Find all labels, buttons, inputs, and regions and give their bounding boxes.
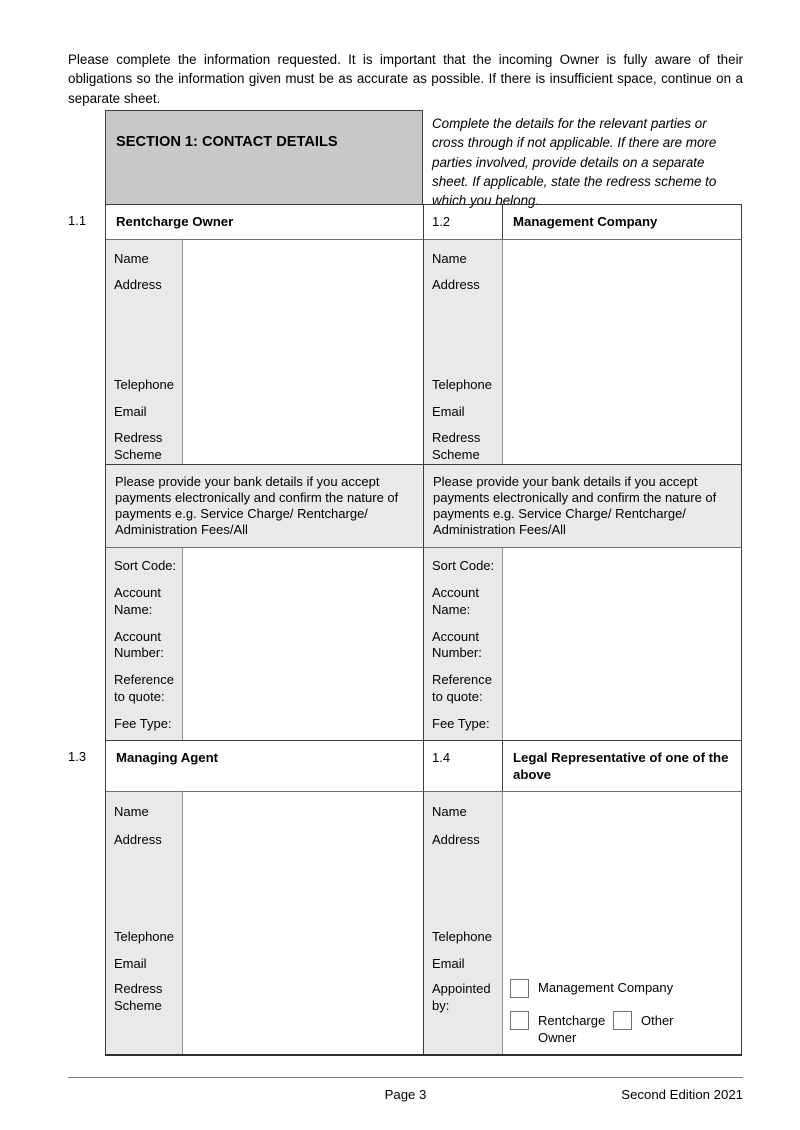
contact-details-row-1: [105, 239, 742, 464]
other-checkbox[interactable]: [613, 1011, 632, 1030]
fee-type-label: Fee Type:: [114, 715, 172, 731]
management-company-checkbox[interactable]: [510, 979, 529, 998]
reference-to-quote-label: Reference to quote:: [432, 672, 492, 704]
intro-text: Please complete the information requested. It is important that the incoming Owner is fully aware of their obligations so the information given must be as accurate as possible. If there is insufficient space, continue on a separate sheet.: [68, 52, 743, 106]
titles-row-2: [105, 740, 742, 791]
section-title: SECTION 1: CONTACT DETAILS: [105, 110, 423, 204]
email-label: Email: [114, 403, 147, 419]
reference-to-quote-label: Reference to quote:: [114, 672, 174, 704]
managing-agent-details-input[interactable]: [182, 791, 423, 1054]
account-name-label: Account Name:: [114, 585, 161, 617]
telephone-label: Telephone: [114, 929, 174, 944]
owner-field-labels: [105, 239, 182, 464]
address-label: Address: [114, 276, 162, 292]
sort-code-label: Sort Code:: [114, 558, 177, 573]
telephone-label: Telephone: [114, 377, 174, 392]
telephone-label: Telephone: [432, 929, 492, 944]
item-number-1-3: 1.3: [68, 749, 87, 764]
managing-agent-field-labels: [105, 791, 182, 1054]
section-header-row: [105, 110, 742, 209]
appointed-by-option-row: [510, 979, 741, 998]
number-cell-1-2: 1.2: [423, 204, 502, 239]
address-label: Address: [114, 831, 162, 847]
management-company-option-label: Management Company: [538, 980, 674, 996]
rentcharge-owner-checkbox[interactable]: [510, 1011, 529, 1030]
sort-code-label: Sort Code:: [432, 558, 495, 573]
contact-details-row-2: [105, 791, 742, 1056]
redress-scheme-label: Redress Scheme: [432, 430, 481, 462]
management-company-bank-note: Please provide your bank details if you accept payments electronically and confirm the nature of payments e.g. Service Charge/ Rentcharge/ Administration Fees/All: [423, 464, 742, 547]
page-number: Page 3: [384, 1087, 427, 1102]
email-label: Email: [432, 955, 465, 971]
appointed-by-option-row: [510, 1011, 741, 1046]
email-label: Email: [114, 955, 147, 971]
legal-representative-field-labels: [423, 791, 502, 1054]
owner-bank-details-input[interactable]: [182, 547, 423, 740]
title-managing-agent: Managing Agent: [105, 740, 423, 791]
item-number-1-1: 1.1: [68, 213, 87, 228]
telephone-label: Telephone: [432, 377, 492, 392]
account-number-label: Account Number:: [114, 628, 164, 660]
name-label: Name: [114, 251, 149, 266]
redress-scheme-label: Redress Scheme: [114, 430, 163, 462]
rentcharge-owner-option-label: Rentcharge Owner: [538, 1013, 606, 1045]
redress-scheme-label: Redress Scheme: [114, 981, 163, 1013]
bank-note-row: [105, 464, 742, 547]
owner-bank-note: Please provide your bank details if you accept payments electronically and confirm the nature of payments e.g. Service Charge/ Rentcharge/ Administration Fees/All: [105, 464, 423, 547]
account-name-label: Account Name:: [432, 585, 479, 617]
account-number-label: Account Number:: [432, 628, 482, 660]
name-label: Name: [114, 804, 149, 819]
management-company-field-labels: [423, 239, 502, 464]
management-company-bank-details-input[interactable]: [502, 547, 742, 740]
number-cell-1-4: 1.4: [423, 740, 502, 791]
edition-label: Second Edition 2021: [621, 1087, 743, 1102]
other-option-label: Other: [641, 1013, 674, 1028]
management-company-details-input[interactable]: [502, 239, 742, 464]
title-legal-representative: Legal Representative of one of the above: [502, 740, 742, 791]
appointed-by-options: [503, 792, 741, 1054]
address-label: Address: [432, 831, 480, 847]
management-company-bank-field-labels: [423, 547, 502, 740]
rentcharge-owner-details-input[interactable]: [182, 239, 423, 464]
legal-representative-details-input[interactable]: [502, 791, 742, 1054]
titles-row-1: [105, 204, 742, 239]
appointed-by-label: Appointed by:: [432, 981, 491, 1013]
name-label: Name: [432, 251, 467, 266]
title-rentcharge-owner: Rentcharge Owner: [105, 204, 423, 239]
owner-bank-field-labels: [105, 547, 182, 740]
section1-contact-details-table: [105, 110, 742, 1056]
fee-type-label: Fee Type:: [432, 715, 490, 731]
address-label: Address: [432, 276, 480, 292]
title-management-company: Management Company: [502, 204, 742, 239]
name-label: Name: [432, 804, 467, 819]
bank-fields-row: [105, 547, 742, 740]
section-instructions: Complete the details for the relevant parties or cross through if not applicable. If there are more parties involved, provide details on a separate sheet. If applicable, state the redress scheme to which you belong.: [432, 116, 717, 209]
page-footer: [68, 1077, 743, 1102]
email-label: Email: [432, 403, 465, 419]
